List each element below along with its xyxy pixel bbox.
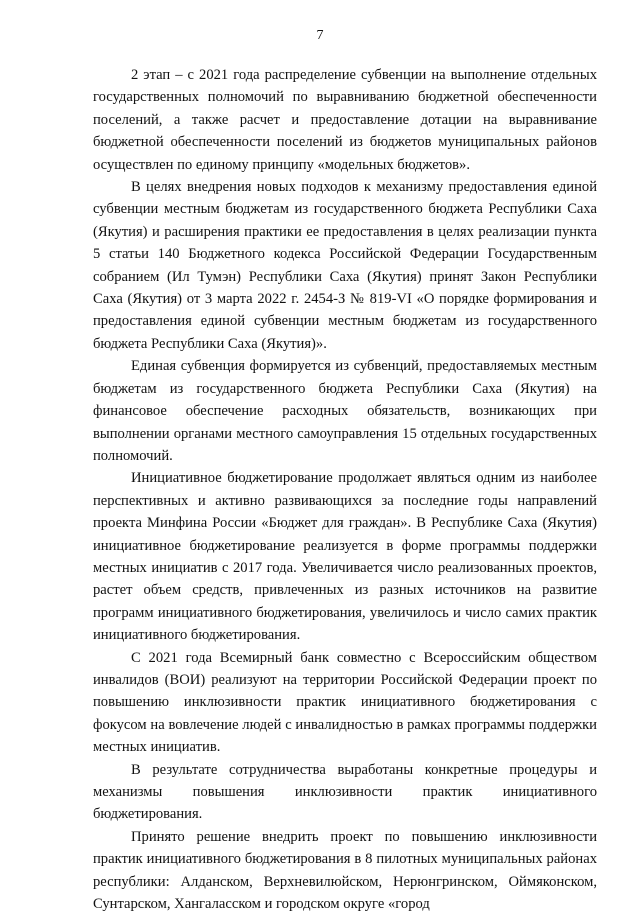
page-number: 7 [316,28,324,43]
paragraph-cooperation-results: В результате сотрудничества выработаны конкретные процедуры и механизмы повышения инклюзивности практик инициативного бюджетирования. [93,761,597,823]
paragraph-world-bank-project: С 2021 года Всемирный банк совместно с Всероссийским обществом инвалидов (ВОИ) реализуют на территории Российской Федерации проект по повышению инклюзивности практик инициативного бюджетирования с фокусом на вовлечение людей с инвалидностью в рамках программы поддержки местных инициатив. [93,649,597,756]
paragraph-single-subvention-law: В целях внедрения новых подходов к механизму предоставления единой субвенции местным бюджетам из государственного бюджета Республики Саха (Якутия) и расширения практики ее предоставления в целях реализации пункта 5 статьи 140 Бюджетного кодекса Российской Федерации Государственным собранием (Ил Тумэн) Республики Саха (Якутия) принят Закон Республики Саха (Якутия) от 3 марта 2022 г. 2454-З № 819-VI «О порядке формирования и предоставления единой субвенции местным бюджетам из государственного бюджета Республики Саха (Якутия)». [93,179,597,352]
paragraph-single-subvention-formation: Единая субвенция формируется из субвенций, предоставляемых местным бюджетам из государственного бюджета Республики Саха (Якутия) на финансовое обеспечение расходных обязательств, возникающих при выполнении органами местного самоуправления 15 отдельных государственных полномочий. [93,358,597,464]
paragraph-initiative-budgeting: Инициативное бюджетирование продолжает являться одним из наиболее перспективных и активно развивающихся за последние годы направлений проекта Минфина России «Бюджет для граждан». В Республике Саха (Якутия) инициативное бюджетирование реализуется в форме программы поддержки местных инициатив с 2017 года. Увеличивается число реализованных проектов, растет объем средств, привлеченных из разных источников на развитие программ инициативного бюджетирования, увеличилось и число самих практик инициативного бюджетирования. [93,470,597,644]
document-body [93,64,597,915]
paragraph-stage-two: 2 этап – с 2021 года распределение субвенции на выполнение отдельных государственных полномочий по выравниванию бюджетной обеспеченности поселений, а также расчет и предоставление дотации на выравнивание бюджетной обеспеченности поселений из бюджетов муниципальных районов осуществлен по единому принципу «модельных бюджетов». [93,67,597,173]
paragraph-pilot-districts: Принято решение внедрить проект по повышению инклюзивности практик инициативного бюджетирования в 8 пилотных муниципальных районах республики: Алданском, Верхневилюйском, Нерюнгринском, Оймяконском, Сунтарском, Хангаласском и городском округе «город [93,828,597,913]
